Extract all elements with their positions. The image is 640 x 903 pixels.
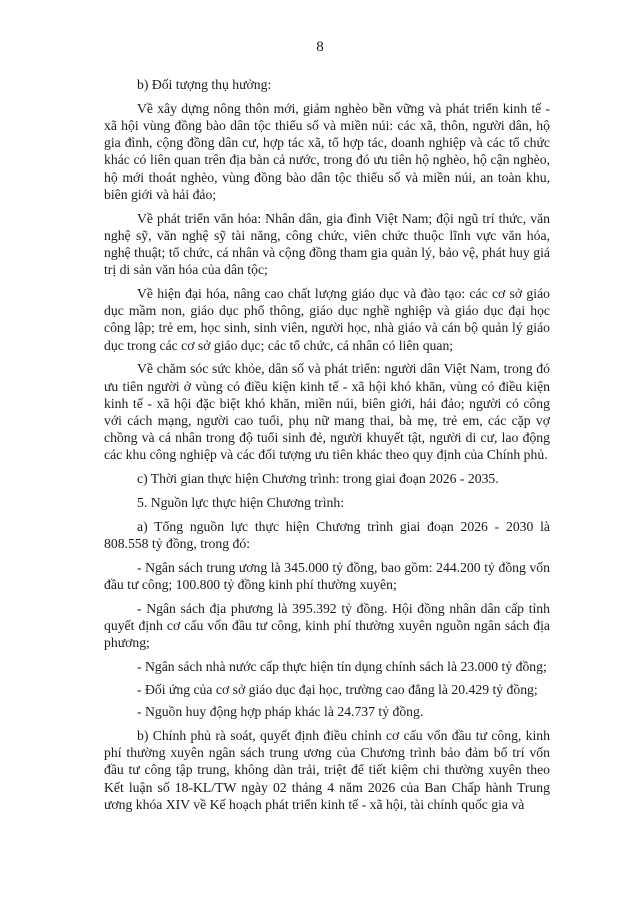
- list-item-central-budget: - Ngân sách trung ương là 345.000 tỷ đồng, bao gồm: 244.200 tỷ đồng vốn đầu tư công; 100.800 tỷ đồng kinh phí thường xuyên;: [104, 559, 550, 593]
- paragraph-rural-development: Về xây dựng nông thôn mới, giảm nghèo bền vững và phát triển kinh tế - xã hội vùng đồng bào dân tộc thiểu số và miền núi: các xã, thôn, người dân, hộ gia đình, cộng đồng dân cư, hợp tác xã, tổ hợp tác, doanh nghiệp và các tổ chức khác có liên quan trên địa bàn cả nước, trong đó ưu tiên hộ nghèo, hộ cận nghèo, hộ mới thoát nghèo, vùng đồng bào dân tộc thiểu số và miền núi, an toàn khu, biên giới và hải đảo;: [104, 100, 550, 202]
- list-item-other-sources: - Nguồn huy động hợp pháp khác là 24.737 tỷ đồng.: [137, 704, 424, 720]
- paragraph-education: Về hiện đại hóa, nâng cao chất lượng giáo dục và đào tạo: các cơ sở giáo dục mầm non, giáo dục phổ thông, giáo dục nghề nghiệp và giáo dục đại học công lập; trẻ em, học sinh, sinh viên, người học, nhà giáo và cán bộ quản lý giáo dục trong các cơ sở giáo dục; các tổ chức, cá nhân có liên quan;: [104, 286, 550, 353]
- paragraph-resources-heading: 5. Nguồn lực thực hiện Chương trình:: [137, 495, 345, 511]
- document-body: [104, 76, 550, 820]
- paragraph-government-review: b) Chính phủ rà soát, quyết định điều chỉnh cơ cấu vốn đầu tư công, kinh phí thường xuyên ngân sách trung ương của Chương trình bảo đảm bố trí vốn đầu tư công tập trung, không dàn trải, triệt để tiết kiệm chi thường xuyên theo Kết luận số 18-KL/TW ngày 02 tháng 4 năm 2026 của Ban Chấp hành Trung ương khóa XIV về Kế hoạch phát triển kinh tế - xã hội, tài chính quốc gia và: [104, 728, 550, 812]
- paragraph-healthcare: Về chăm sóc sức khỏe, dân số và phát triển: người dân Việt Nam, trong đó ưu tiên người ở vùng có điều kiện kinh tế - xã hội khó khăn, vùng có điều kiện kinh tế - xã hội đặc biệt khó khăn, miền núi, biên giới, hải đảo; người có công với cách mạng, người cao tuổi, phụ nữ mang thai, bà mẹ, trẻ em, các cặp vợ chồng và cá nhân trong độ tuổi sinh đẻ, người khuyết tật, người di cư, lao động các khu công nghiệp và các đối tượng ưu tiên khác theo quy định của Chính phủ.: [104, 361, 550, 463]
- paragraph-timeframe: c) Thời gian thực hiện Chương trình: trong giai đoạn 2026 - 2035.: [137, 471, 499, 487]
- page-number: 8: [316, 39, 324, 55]
- list-item-university-counterpart: - Đối ứng của cơ sở giáo dục đại học, trường cao đẳng là 20.429 tỷ đồng;: [137, 681, 538, 697]
- paragraph-total-resources: a) Tổng nguồn lực thực hiện Chương trình giai đoạn 2026 - 2030 là 808.558 tỷ đồng, trong đó:: [104, 518, 550, 552]
- list-item-policy-credit: - Ngân sách nhà nước cấp thực hiện tín dụng chính sách là 23.000 tỷ đồng;: [137, 659, 547, 675]
- paragraph-beneficiaries-heading: b) Đối tượng thụ hưởng:: [137, 77, 272, 92]
- paragraph-culture: Về phát triển văn hóa: Nhân dân, gia đình Việt Nam; đội ngũ trí thức, văn nghệ sỹ, văn nghệ sỹ tài năng, công chức, viên chức thuộc lĩnh vực văn hóa, nghệ thuật; tổ chức, cá nhân và cộng đồng tham gia quản lý, bảo vệ, phát huy giá trị di sản văn hóa của dân tộc;: [104, 210, 550, 278]
- list-item-local-budget: - Ngân sách địa phương là 395.392 tỷ đồng. Hội đồng nhân dân cấp tỉnh quyết định cơ cấu vốn đầu tư công, kinh phí thường xuyên nguồn ngân sách địa phương;: [104, 600, 550, 651]
